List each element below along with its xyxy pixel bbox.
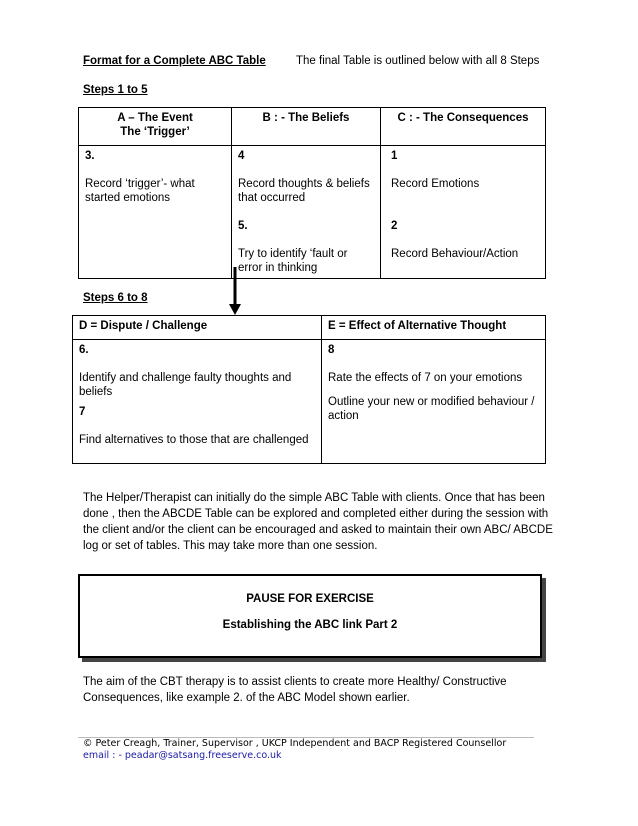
pause-title: PAUSE FOR EXERCISE (246, 593, 374, 605)
footer (83, 738, 506, 762)
abc-table (78, 107, 546, 279)
document-subtitle: The final Table is outlined below with all 8 Steps (296, 55, 540, 67)
step-number: 2 (391, 220, 398, 232)
step-text: Rate the effects of 7 on your emotions (328, 372, 523, 384)
step-text: Identify and challenge faulty thoughts and beliefs (79, 372, 292, 398)
column-e-header: E = Effect of Alternative Thought (322, 316, 546, 340)
column-c-header: C : - The Consequences (381, 108, 546, 146)
footer-email-link[interactable]: email : - peadar@satsang.freeserve.co.uk (83, 750, 282, 761)
pause-exercise-content (80, 590, 540, 634)
step-text: Outline your new or modified behaviour / action (328, 396, 535, 422)
column-a-subtitle: The ‘Trigger’ (120, 126, 190, 138)
step-number: 1 (391, 150, 398, 162)
cbt-aim-paragraph: The aim of the CBT therapy is to assist clients to create more Healthy/ Constructive Consequences, like example 2. of the ABC Model shown earlier. (83, 676, 507, 704)
pause-exercise-box (78, 574, 542, 658)
step-number: 6. (79, 344, 89, 356)
step-text: Try to identify ‘fault or error in thinking (238, 248, 348, 274)
steps-6-to-8-heading: Steps 6 to 8 (83, 292, 148, 304)
step-text: Find alternatives to those that are challenged (79, 434, 309, 446)
step-number: 4 (238, 150, 245, 162)
step-number: 5. (238, 220, 248, 232)
column-a-header (79, 108, 232, 146)
down-arrow-icon (228, 267, 242, 317)
column-b-header: B : - The Beliefs (232, 108, 381, 146)
step-text: Record Emotions (391, 178, 480, 190)
step-number: 8 (328, 344, 335, 356)
cell-e-effect (322, 340, 546, 464)
helper-paragraph: The Helper/Therapist can initially do the simple ABC Table with clients. Once that has been done , then the ABCDE Table can be explored and completed either during the session with the client and/or the client can be encouraged and asked to maintain their own ABC/ ABCDE log or set of tables. This may take more than one session. (83, 492, 553, 552)
pause-subtitle: Establishing the ABC link Part 2 (222, 619, 398, 631)
step-number: 7 (79, 406, 86, 418)
cell-b-beliefs (232, 146, 381, 279)
steps-1-to-5-heading: Steps 1 to 5 (83, 84, 148, 96)
cell-d-dispute (73, 340, 322, 464)
step-number: 3. (85, 150, 95, 162)
step-text: Record Behaviour/Action (391, 248, 519, 260)
footer-copyright: © Peter Creagh, Trainer, Supervisor , UKCP Independent and BACP Registered Counsellor (83, 738, 507, 749)
step-text: Record thoughts & beliefs that occurred (238, 178, 370, 204)
cell-a-event (79, 146, 232, 279)
de-table (72, 315, 546, 464)
step-text: Record ‘trigger’- what started emotions (85, 178, 195, 204)
column-d-header: D = Dispute / Challenge (73, 316, 322, 340)
document-title: Format for a Complete ABC Table (83, 55, 266, 67)
cell-c-consequences (381, 146, 546, 279)
column-a-title: A – The Event (117, 112, 193, 124)
